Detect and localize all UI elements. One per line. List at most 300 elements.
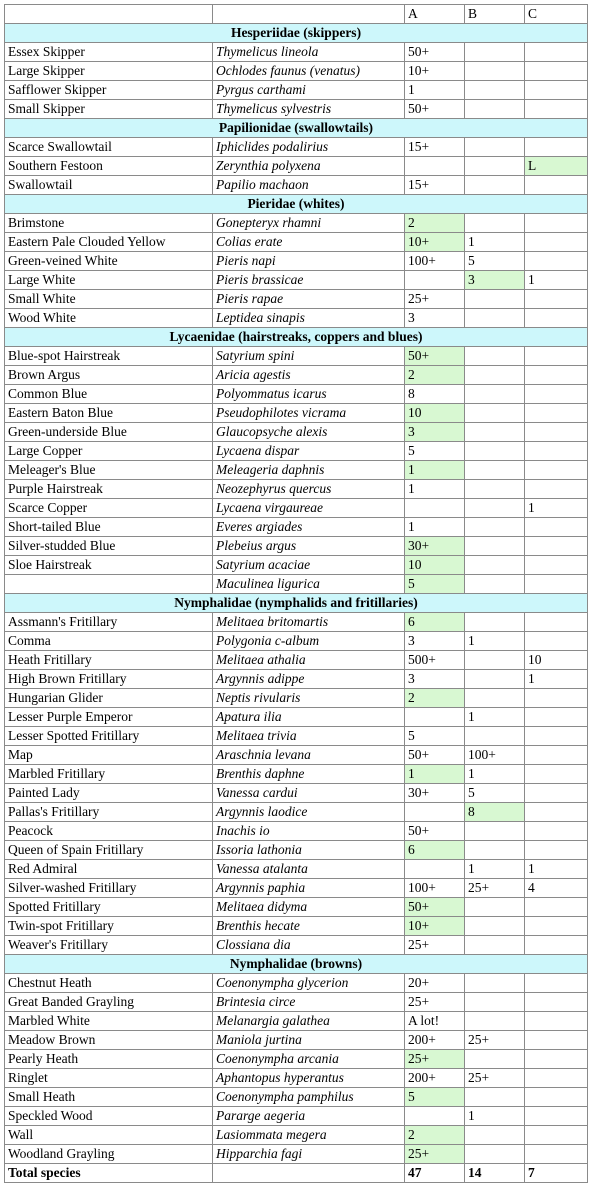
common-name-cell: Ringlet (5, 1069, 213, 1088)
scientific-name-cell: Pieris napi (213, 252, 405, 271)
scientific-name-cell: Pieris brassicae (213, 271, 405, 290)
common-name-cell: Queen of Spain Fritillary (5, 841, 213, 860)
scientific-name-cell: Satyrium acaciae (213, 556, 405, 575)
count-a-cell: 1 (405, 480, 465, 499)
count-a-cell: 3 (405, 670, 465, 689)
table-row (5, 1088, 588, 1107)
table-row (5, 879, 588, 898)
total-label: Total species (5, 1164, 213, 1183)
scientific-name-cell: Issoria lathonia (213, 841, 405, 860)
table-row (5, 138, 588, 157)
scientific-name-cell: Argynnis paphia (213, 879, 405, 898)
count-b-cell: 25+ (465, 879, 525, 898)
table-row (5, 860, 588, 879)
scientific-name-cell: Meleageria daphnis (213, 461, 405, 480)
count-c-cell: 10 (525, 651, 588, 670)
table-row (5, 632, 588, 651)
scientific-name-cell: Coenonympha arcania (213, 1050, 405, 1069)
scientific-name-cell: Aricia agestis (213, 366, 405, 385)
count-c-cell (525, 138, 588, 157)
count-a-cell: 50+ (405, 347, 465, 366)
count-b-cell (465, 404, 525, 423)
common-name-cell: Essex Skipper (5, 43, 213, 62)
count-c-cell (525, 1145, 588, 1164)
count-c-cell (525, 632, 588, 651)
scientific-name-cell: Melitaea britomartis (213, 613, 405, 632)
common-name-cell: Marbled White (5, 1012, 213, 1031)
count-a-cell: 200+ (405, 1069, 465, 1088)
count-b-cell (465, 499, 525, 518)
count-b-cell (465, 670, 525, 689)
scientific-name-cell: Polygonia c-album (213, 632, 405, 651)
count-b-cell (465, 1088, 525, 1107)
count-b-cell: 1 (465, 765, 525, 784)
count-a-cell (405, 860, 465, 879)
count-a-cell: 5 (405, 1088, 465, 1107)
common-name-cell: Speckled Wood (5, 1107, 213, 1126)
count-a-cell: 50+ (405, 822, 465, 841)
count-a-cell (405, 803, 465, 822)
common-name-cell: Comma (5, 632, 213, 651)
count-b-cell (465, 1126, 525, 1145)
family-header-row (5, 328, 588, 347)
table-row (5, 366, 588, 385)
scientific-name-cell: Argynnis laodice (213, 803, 405, 822)
common-name-cell: Brimstone (5, 214, 213, 233)
scientific-name-cell: Lycaena dispar (213, 442, 405, 461)
common-name-cell: Scarce Swallowtail (5, 138, 213, 157)
common-name-cell: Safflower Skipper (5, 81, 213, 100)
count-b-cell (465, 974, 525, 993)
common-name-cell: Large Copper (5, 442, 213, 461)
count-a-cell: 5 (405, 575, 465, 594)
count-a-cell: 3 (405, 423, 465, 442)
count-a-cell: 100+ (405, 879, 465, 898)
common-name-cell: Swallowtail (5, 176, 213, 195)
count-a-cell: 3 (405, 309, 465, 328)
count-a-cell: 100+ (405, 252, 465, 271)
common-name-cell: Peacock (5, 822, 213, 841)
count-c-cell (525, 898, 588, 917)
table-row (5, 765, 588, 784)
scientific-name-cell: Lycaena virgaureae (213, 499, 405, 518)
count-c-cell (525, 708, 588, 727)
count-c-cell (525, 252, 588, 271)
table-row (5, 613, 588, 632)
count-c-cell (525, 442, 588, 461)
count-b-cell (465, 1145, 525, 1164)
count-b-cell (465, 81, 525, 100)
species-table (4, 4, 588, 1183)
scientific-name-cell: Maculinea ligurica (213, 575, 405, 594)
scientific-name-cell: Apatura ilia (213, 708, 405, 727)
table-row (5, 974, 588, 993)
family-header-row (5, 955, 588, 974)
count-c-cell (525, 1050, 588, 1069)
count-c-cell (525, 347, 588, 366)
table-row (5, 993, 588, 1012)
common-name-cell: Sloe Hairstreak (5, 556, 213, 575)
count-a-cell: 10+ (405, 233, 465, 252)
count-a-cell: 15+ (405, 176, 465, 195)
count-b-cell (465, 651, 525, 670)
count-a-cell (405, 499, 465, 518)
count-b-cell (465, 442, 525, 461)
count-c-cell (525, 518, 588, 537)
table-row (5, 803, 588, 822)
common-name-cell: Meleager's Blue (5, 461, 213, 480)
total-scientific-cell (213, 1164, 405, 1183)
count-a-cell: 25+ (405, 936, 465, 955)
count-a-cell: 10+ (405, 917, 465, 936)
species-table-body (5, 5, 588, 1183)
common-name-cell: Purple Hairstreak (5, 480, 213, 499)
count-b-cell: 100+ (465, 746, 525, 765)
count-b-cell (465, 727, 525, 746)
total-c-cell: 7 (525, 1164, 588, 1183)
count-c-cell (525, 404, 588, 423)
count-a-cell: 6 (405, 613, 465, 632)
scientific-name-cell: Zerynthia polyxena (213, 157, 405, 176)
common-name-cell: Weaver's Fritillary (5, 936, 213, 955)
count-b-cell (465, 62, 525, 81)
count-a-cell: 2 (405, 366, 465, 385)
count-a-cell: 2 (405, 214, 465, 233)
count-a-cell: 2 (405, 1126, 465, 1145)
count-a-cell (405, 271, 465, 290)
family-header-row (5, 195, 588, 214)
count-c-cell (525, 385, 588, 404)
table-row (5, 480, 588, 499)
count-b-cell (465, 556, 525, 575)
scientific-name-cell: Melitaea didyma (213, 898, 405, 917)
common-name-cell (5, 575, 213, 594)
common-name-cell: Small White (5, 290, 213, 309)
scientific-name-cell: Argynnis adippe (213, 670, 405, 689)
scientific-name-cell: Iphiclides podalirius (213, 138, 405, 157)
count-c-cell (525, 727, 588, 746)
count-a-cell: 50+ (405, 100, 465, 119)
count-b-cell (465, 841, 525, 860)
count-a-cell (405, 1107, 465, 1126)
scientific-name-cell: Clossiana dia (213, 936, 405, 955)
column-header-c: C (525, 5, 588, 24)
count-b-cell: 1 (465, 233, 525, 252)
scientific-name-cell: Pseudophilotes vicrama (213, 404, 405, 423)
count-c-cell (525, 43, 588, 62)
count-b-cell: 5 (465, 252, 525, 271)
count-c-cell (525, 366, 588, 385)
common-name-cell: Hungarian Glider (5, 689, 213, 708)
count-b-cell (465, 43, 525, 62)
scientific-name-cell: Leptidea sinapis (213, 309, 405, 328)
count-c-cell: 1 (525, 499, 588, 518)
scientific-name-cell: Satyrium spini (213, 347, 405, 366)
common-name-cell: Woodland Grayling (5, 1145, 213, 1164)
column-header-a: A (405, 5, 465, 24)
count-b-cell (465, 138, 525, 157)
count-b-cell: 25+ (465, 1069, 525, 1088)
scientific-name-cell: Polyommatus icarus (213, 385, 405, 404)
table-row (5, 575, 588, 594)
common-name-cell: Wood White (5, 309, 213, 328)
common-name-cell: Spotted Fritillary (5, 898, 213, 917)
count-c-cell (525, 1107, 588, 1126)
common-name-cell: Green-veined White (5, 252, 213, 271)
count-b-cell (465, 290, 525, 309)
common-name-cell: Short-tailed Blue (5, 518, 213, 537)
common-name-cell: Blue-spot Hairstreak (5, 347, 213, 366)
count-b-cell: 5 (465, 784, 525, 803)
count-b-cell (465, 689, 525, 708)
count-c-cell (525, 176, 588, 195)
common-name-cell: Pearly Heath (5, 1050, 213, 1069)
count-a-cell: 1 (405, 461, 465, 480)
count-c-cell (525, 803, 588, 822)
table-row (5, 670, 588, 689)
count-a-cell: 6 (405, 841, 465, 860)
count-b-cell (465, 480, 525, 499)
count-c-cell (525, 556, 588, 575)
table-row (5, 309, 588, 328)
count-b-cell: 1 (465, 1107, 525, 1126)
common-name-cell: Lesser Spotted Fritillary (5, 727, 213, 746)
common-name-cell: Brown Argus (5, 366, 213, 385)
scientific-name-cell: Vanessa cardui (213, 784, 405, 803)
family-header-row (5, 119, 588, 138)
common-name-cell: Chestnut Heath (5, 974, 213, 993)
common-name-cell: Wall (5, 1126, 213, 1145)
count-c-cell (525, 822, 588, 841)
scientific-name-cell: Brintesia circe (213, 993, 405, 1012)
scientific-name-cell: Melitaea athalia (213, 651, 405, 670)
common-name-cell: Pallas's Fritillary (5, 803, 213, 822)
table-row (5, 537, 588, 556)
scientific-name-cell: Aphantopus hyperantus (213, 1069, 405, 1088)
count-b-cell: 3 (465, 271, 525, 290)
scientific-name-cell: Lasiommata megera (213, 1126, 405, 1145)
count-a-cell: 1 (405, 518, 465, 537)
count-c-cell (525, 689, 588, 708)
common-name-cell: Silver-studded Blue (5, 537, 213, 556)
count-a-cell: 200+ (405, 1031, 465, 1050)
table-row (5, 1107, 588, 1126)
count-b-cell (465, 575, 525, 594)
common-name-cell: Small Heath (5, 1088, 213, 1107)
count-a-cell: 50+ (405, 746, 465, 765)
table-row (5, 917, 588, 936)
count-a-cell: 10 (405, 556, 465, 575)
count-a-cell: 2 (405, 689, 465, 708)
scientific-name-cell: Pararge aegeria (213, 1107, 405, 1126)
scientific-name-cell: Colias erate (213, 233, 405, 252)
count-c-cell (525, 423, 588, 442)
common-name-cell: Small Skipper (5, 100, 213, 119)
count-c-cell (525, 784, 588, 803)
count-c-cell (525, 461, 588, 480)
count-a-cell (405, 708, 465, 727)
count-b-cell (465, 157, 525, 176)
count-a-cell: 5 (405, 727, 465, 746)
count-b-cell (465, 423, 525, 442)
count-a-cell: 10+ (405, 62, 465, 81)
table-row (5, 271, 588, 290)
family-header: Hesperiidae (skippers) (5, 24, 588, 43)
count-b-cell (465, 309, 525, 328)
family-header-row (5, 24, 588, 43)
scientific-name-cell: Brenthis hecate (213, 917, 405, 936)
count-c-cell (525, 480, 588, 499)
count-c-cell (525, 309, 588, 328)
count-b-cell (465, 1012, 525, 1031)
table-row (5, 442, 588, 461)
count-a-cell: 8 (405, 385, 465, 404)
count-a-cell: A lot! (405, 1012, 465, 1031)
common-name-cell: Red Admiral (5, 860, 213, 879)
common-name-cell: Green-underside Blue (5, 423, 213, 442)
total-row (5, 1164, 588, 1183)
table-row (5, 1031, 588, 1050)
count-b-cell: 25+ (465, 1031, 525, 1050)
count-b-cell (465, 917, 525, 936)
scientific-name-cell: Inachis io (213, 822, 405, 841)
count-a-cell: 20+ (405, 974, 465, 993)
family-header: Nymphalidae (nymphalids and fritillaries) (5, 594, 588, 613)
scientific-name-cell: Melitaea trivia (213, 727, 405, 746)
scientific-name-cell: Maniola jurtina (213, 1031, 405, 1050)
count-a-cell: 25+ (405, 1050, 465, 1069)
count-c-cell (525, 233, 588, 252)
count-c-cell (525, 841, 588, 860)
table-row (5, 556, 588, 575)
count-b-cell: 1 (465, 632, 525, 651)
table-row (5, 841, 588, 860)
count-a-cell: 1 (405, 81, 465, 100)
total-b-cell: 14 (465, 1164, 525, 1183)
common-name-cell: Twin-spot Fritillary (5, 917, 213, 936)
common-name-cell: Southern Festoon (5, 157, 213, 176)
count-c-cell (525, 613, 588, 632)
table-row (5, 1069, 588, 1088)
count-c-cell (525, 290, 588, 309)
table-row (5, 898, 588, 917)
scientific-name-cell: Pyrgus carthami (213, 81, 405, 100)
count-b-cell: 1 (465, 860, 525, 879)
common-name-cell: Large Skipper (5, 62, 213, 81)
count-c-cell (525, 917, 588, 936)
scientific-name-cell: Papilio machaon (213, 176, 405, 195)
scientific-name-cell: Ochlodes faunus (venatus) (213, 62, 405, 81)
table-row (5, 214, 588, 233)
count-c-cell (525, 214, 588, 233)
table-row (5, 1145, 588, 1164)
count-c-cell: 4 (525, 879, 588, 898)
count-b-cell (465, 518, 525, 537)
count-b-cell (465, 537, 525, 556)
count-c-cell (525, 765, 588, 784)
family-header: Nymphalidae (browns) (5, 955, 588, 974)
count-b-cell (465, 613, 525, 632)
table-row (5, 1050, 588, 1069)
table-row (5, 252, 588, 271)
common-name-cell: Large White (5, 271, 213, 290)
table-row (5, 81, 588, 100)
count-a-cell (405, 157, 465, 176)
column-header-b: B (465, 5, 525, 24)
table-row (5, 423, 588, 442)
table-row (5, 233, 588, 252)
table-row (5, 290, 588, 309)
table-row (5, 100, 588, 119)
count-c-cell: L (525, 157, 588, 176)
scientific-name-cell: Glaucopsyche alexis (213, 423, 405, 442)
family-header: Lycaenidae (hairstreaks, coppers and blues) (5, 328, 588, 347)
scientific-name-cell: Plebeius argus (213, 537, 405, 556)
table-row (5, 689, 588, 708)
count-b-cell (465, 366, 525, 385)
count-c-cell (525, 936, 588, 955)
family-header-row (5, 594, 588, 613)
table-row (5, 746, 588, 765)
total-a-cell: 47 (405, 1164, 465, 1183)
scientific-name-cell: Neozephyrus quercus (213, 480, 405, 499)
scientific-name-cell: Vanessa atalanta (213, 860, 405, 879)
scientific-name-cell: Araschnia levana (213, 746, 405, 765)
count-c-cell (525, 1126, 588, 1145)
table-row (5, 385, 588, 404)
count-a-cell: 15+ (405, 138, 465, 157)
count-c-cell (525, 1069, 588, 1088)
count-b-cell (465, 100, 525, 119)
table-row (5, 651, 588, 670)
scientific-name-cell: Thymelicus lineola (213, 43, 405, 62)
count-a-cell: 25+ (405, 290, 465, 309)
count-b-cell (465, 385, 525, 404)
common-name-cell: Heath Fritillary (5, 651, 213, 670)
scientific-name-cell: Thymelicus sylvestris (213, 100, 405, 119)
table-row (5, 347, 588, 366)
count-b-cell (465, 176, 525, 195)
count-b-cell (465, 461, 525, 480)
scientific-name-cell: Coenonympha glycerion (213, 974, 405, 993)
table-row (5, 518, 588, 537)
count-c-cell (525, 746, 588, 765)
column-header-row (5, 5, 588, 24)
table-row (5, 176, 588, 195)
common-name-cell: Great Banded Grayling (5, 993, 213, 1012)
count-c-cell (525, 993, 588, 1012)
common-name-cell: Eastern Pale Clouded Yellow (5, 233, 213, 252)
table-row (5, 822, 588, 841)
count-b-cell (465, 1050, 525, 1069)
count-b-cell: 8 (465, 803, 525, 822)
table-row (5, 157, 588, 176)
scientific-name-cell: Hipparchia fagi (213, 1145, 405, 1164)
count-b-cell (465, 822, 525, 841)
column-header-scientific (213, 5, 405, 24)
count-c-cell (525, 1012, 588, 1031)
scientific-name-cell: Brenthis daphne (213, 765, 405, 784)
table-row (5, 784, 588, 803)
count-a-cell: 5 (405, 442, 465, 461)
common-name-cell: High Brown Fritillary (5, 670, 213, 689)
common-name-cell: Painted Lady (5, 784, 213, 803)
count-b-cell (465, 214, 525, 233)
common-name-cell: Common Blue (5, 385, 213, 404)
count-a-cell: 500+ (405, 651, 465, 670)
scientific-name-cell: Pieris rapae (213, 290, 405, 309)
count-c-cell (525, 1031, 588, 1050)
